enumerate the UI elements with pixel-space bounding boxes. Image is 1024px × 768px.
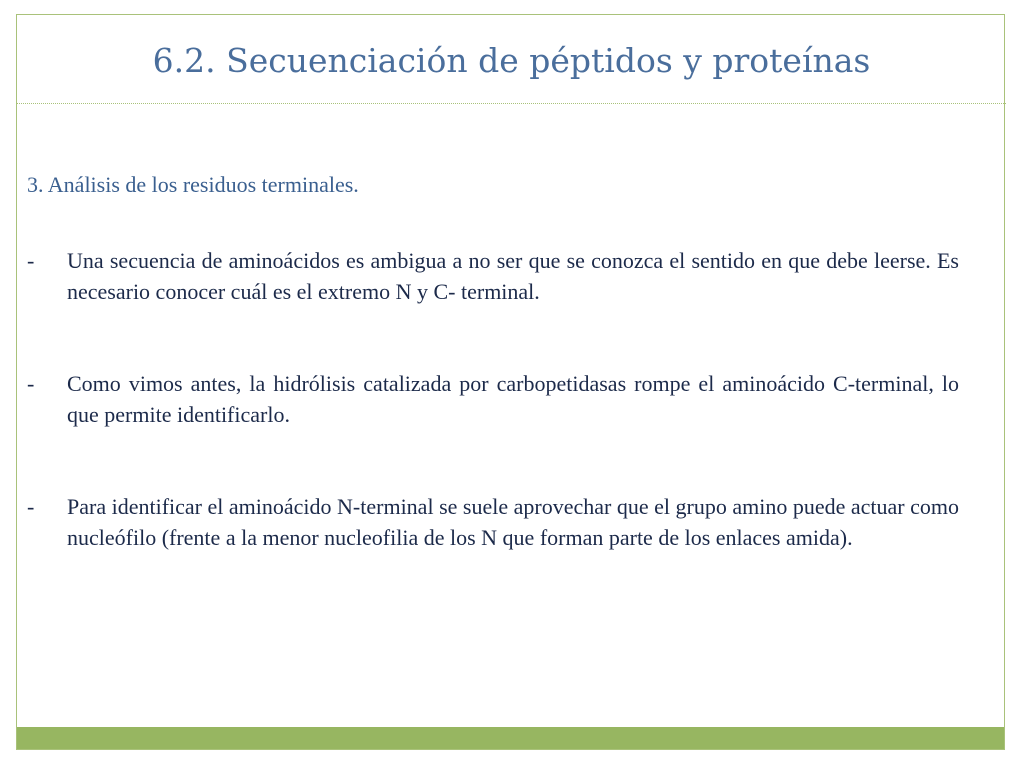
slide-title: 6.2. Secuenciación de péptidos y proteínas [152,41,871,80]
bullet-item-2 [27,368,959,430]
bullet-marker: - [27,248,35,273]
title-divider [17,103,1006,104]
section-heading: 3. Análisis de los residuos terminales. [27,172,359,197]
slide-frame [16,14,1005,750]
footer-accent-bar [17,727,1004,749]
bullet-item-3 [27,491,959,553]
bullet-item-1 [27,245,959,307]
bullet-text: Como vimos antes, la hidrólisis catalizada por carbopetidasas rompe el aminoácido C-terminal, lo que permite identificarlo. [67,371,959,427]
bullet-text: Una secuencia de aminoácidos es ambigua a no ser que se conozca el sentido en que debe leerse. Es necesario conocer cuál es el extremo N y C- terminal. [67,248,959,304]
bullet-marker: - [27,371,35,396]
bullet-marker: - [27,494,35,519]
bullet-text: Para identificar el aminoácido N-terminal se suele aprovechar que el grupo amino puede actuar como nucleófilo (frente a la menor nucleofilia de los N que forman parte de los enlaces amida). [67,494,959,550]
